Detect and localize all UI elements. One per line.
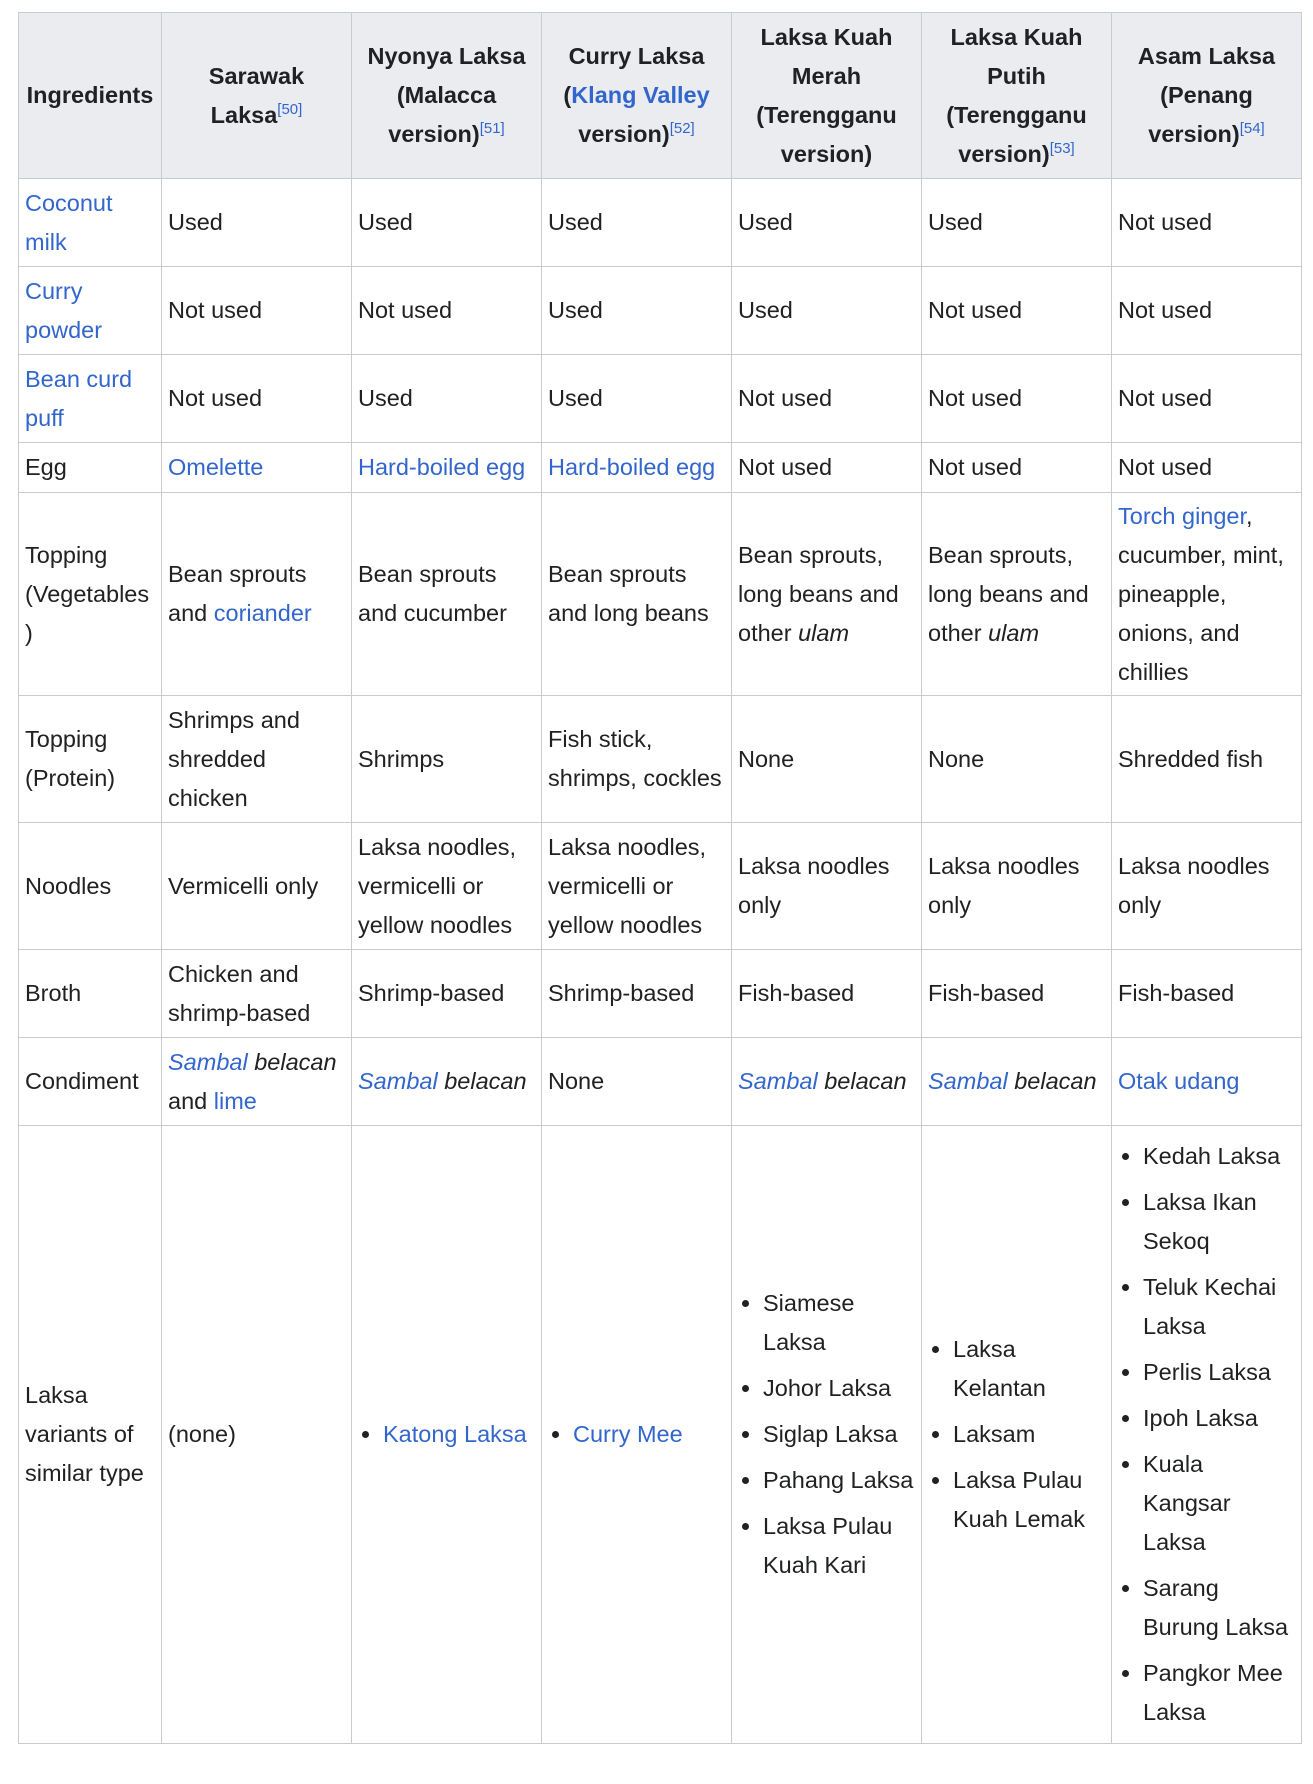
row-variants xyxy=(19,1126,1302,1744)
table-cell: Shredded fish xyxy=(1112,696,1302,823)
variant-list xyxy=(928,1330,1105,1539)
bean-curd-puff-link[interactable]: Bean curd puff xyxy=(25,365,133,431)
table-cell: Chicken and shrimp-based xyxy=(162,950,352,1038)
coriander-link[interactable]: coriander xyxy=(213,600,312,626)
table-cell: Not used xyxy=(922,355,1112,443)
ulam-text: ulam xyxy=(798,619,850,646)
table-cell: Not used xyxy=(1112,443,1302,493)
row-label: Laksa variants of similar type xyxy=(19,1126,162,1744)
table-cell xyxy=(162,443,352,493)
table-cell: Used xyxy=(352,179,542,267)
table-cell: None xyxy=(542,1038,732,1126)
table-cell xyxy=(1112,1038,1302,1126)
katong-laksa-link[interactable]: Katong Laksa xyxy=(383,1421,527,1447)
table-cell: Not used xyxy=(352,267,542,355)
table-cell: Fish-based xyxy=(922,950,1112,1038)
row-noodles xyxy=(19,823,1302,950)
sambal-link[interactable]: Sambal xyxy=(168,1048,248,1075)
header-row xyxy=(19,13,1302,179)
table-cell: Vermicelli only xyxy=(162,823,352,950)
table-cell xyxy=(732,1038,922,1126)
row-label: Topping (Vegetables) xyxy=(19,493,162,696)
belacan-text: belacan xyxy=(1007,1068,1097,1094)
table-cell xyxy=(732,493,922,696)
reference-link[interactable]: [50] xyxy=(277,100,303,118)
list-item: • Pahang Laksa xyxy=(763,1461,915,1500)
variant-list xyxy=(738,1284,915,1585)
variant-list xyxy=(548,1415,725,1454)
belacan-text: belacan xyxy=(817,1068,907,1094)
list-item: • Sarang Burung Laksa xyxy=(1143,1569,1295,1647)
list-item xyxy=(573,1415,725,1454)
table-cell: Not used xyxy=(1112,179,1302,267)
row-label: Broth xyxy=(19,950,162,1038)
omelette-link[interactable]: Omelette xyxy=(168,454,264,480)
row-broth xyxy=(19,950,1302,1038)
header-label: Curry Laksa ( xyxy=(563,43,705,108)
cell-text: and xyxy=(168,1087,214,1114)
list-item: • Laksam xyxy=(953,1415,1105,1454)
row-egg xyxy=(19,443,1302,493)
ulam-text: ulam xyxy=(988,619,1040,646)
table-cell: None xyxy=(732,696,922,823)
coconut-milk-link[interactable]: Coconut milk xyxy=(25,189,113,255)
table-cell: Bean sprouts and cucumber xyxy=(352,493,542,696)
reference-link[interactable]: [53] xyxy=(1049,139,1075,157)
table-cell: Used xyxy=(732,179,922,267)
row-label xyxy=(19,179,162,267)
reference-link[interactable]: [52] xyxy=(669,120,695,138)
table-cell xyxy=(732,1126,922,1744)
table-cell: Fish-based xyxy=(732,950,922,1038)
table-cell: Laksa noodles only xyxy=(732,823,922,950)
table-cell: Not used xyxy=(922,267,1112,355)
klang-valley-link[interactable]: Klang Valley xyxy=(571,82,710,108)
sambal-link[interactable]: Sambal xyxy=(928,1068,1008,1094)
table-cell: Shrimp-based xyxy=(352,950,542,1038)
row-curry-powder xyxy=(19,267,1302,355)
table-cell: Used xyxy=(922,179,1112,267)
table-cell: Not used xyxy=(1112,355,1302,443)
list-item xyxy=(383,1415,535,1454)
row-topping-protein xyxy=(19,696,1302,823)
belacan-text: belacan xyxy=(437,1068,527,1094)
row-label xyxy=(19,267,162,355)
list-item: • Perlis Laksa xyxy=(1143,1353,1295,1392)
table-cell: None xyxy=(922,696,1112,823)
table-cell: Not used xyxy=(732,355,922,443)
table-cell: Not used xyxy=(162,355,352,443)
cell-text: Bean sprouts, long beans and other xyxy=(928,541,1089,646)
header-label: Sarawak Laksa xyxy=(208,62,305,128)
row-label xyxy=(19,355,162,443)
hard-boiled-egg-link[interactable]: Hard-boiled egg xyxy=(358,454,526,480)
list-item: • Siamese Laksa xyxy=(763,1284,915,1362)
table-cell xyxy=(352,443,542,493)
table-cell: Laksa noodles only xyxy=(922,823,1112,950)
variant-list xyxy=(1118,1137,1295,1732)
table-cell xyxy=(162,493,352,696)
table-cell: Fish stick, shrimps, cockles xyxy=(542,696,732,823)
header-label: Laksa Kuah Merah (Terengganu version) xyxy=(756,23,897,167)
lime-link[interactable]: lime xyxy=(213,1087,257,1114)
header-nyonya-laksa xyxy=(352,13,542,179)
row-label: Topping (Protein) xyxy=(19,696,162,823)
table-cell: Not used xyxy=(732,443,922,493)
table-cell: Not used xyxy=(922,443,1112,493)
row-bean-curd-puff xyxy=(19,355,1302,443)
hard-boiled-egg-link[interactable]: Hard-boiled egg xyxy=(548,454,716,480)
table-cell: Used xyxy=(542,355,732,443)
list-item: • Kuala Kangsar Laksa xyxy=(1143,1445,1295,1562)
list-item: • Teluk Kechai Laksa xyxy=(1143,1268,1295,1346)
list-item: • Laksa Ikan Sekoq xyxy=(1143,1183,1295,1261)
reference-link[interactable]: [54] xyxy=(1239,120,1265,138)
list-item: • Ipoh Laksa xyxy=(1143,1399,1295,1438)
table-cell: Laksa noodles, vermicelli or yellow noodles xyxy=(542,823,732,950)
table-cell: (none) xyxy=(162,1126,352,1744)
header-label: Laksa Kuah Putih (Terengganu version) xyxy=(946,23,1087,167)
row-coconut-milk xyxy=(19,179,1302,267)
header-laksa-kuah-putih xyxy=(922,13,1112,179)
header-ingredients: Ingredients xyxy=(19,13,162,179)
table-cell: Not used xyxy=(1112,267,1302,355)
variant-list xyxy=(358,1415,535,1454)
header-sarawak-laksa xyxy=(162,13,352,179)
sambal-link[interactable]: Sambal xyxy=(358,1068,438,1094)
list-item: • Kedah Laksa xyxy=(1143,1137,1295,1176)
header-label: version) xyxy=(578,121,670,147)
table-cell: Used xyxy=(732,267,922,355)
table-cell: Used xyxy=(542,267,732,355)
sambal-link[interactable]: Sambal xyxy=(738,1068,818,1094)
table-cell xyxy=(352,1038,542,1126)
table-cell: Bean sprouts and long beans xyxy=(542,493,732,696)
row-label: Egg xyxy=(19,443,162,493)
curry-powder-link[interactable]: Curry powder xyxy=(25,277,103,343)
table-cell xyxy=(352,1126,542,1744)
table-cell xyxy=(922,1126,1112,1744)
row-label: Condiment xyxy=(19,1038,162,1126)
list-item: • Johor Laksa xyxy=(763,1369,915,1408)
row-topping-vegetables xyxy=(19,493,1302,696)
cell-text: , cucumber, mint, pineapple, onions, and chillies xyxy=(1118,502,1284,685)
reference-link[interactable]: [51] xyxy=(479,120,505,138)
table-cell: Used xyxy=(352,355,542,443)
table-cell: Not used xyxy=(162,267,352,355)
header-label: Nyonya Laksa (Malacca version) xyxy=(367,43,526,147)
row-condiment xyxy=(19,1038,1302,1126)
row-label: Noodles xyxy=(19,823,162,950)
table-cell: Laksa noodles only xyxy=(1112,823,1302,950)
list-item: • Laksa Kelantan xyxy=(953,1330,1105,1408)
table-cell xyxy=(922,493,1112,696)
table-cell: Used xyxy=(542,179,732,267)
table-cell: Shrimp-based xyxy=(542,950,732,1038)
cell-text: Bean sprouts and xyxy=(168,561,307,626)
table-cell xyxy=(162,1038,352,1126)
table-cell xyxy=(1112,493,1302,696)
table-cell: Used xyxy=(162,179,352,267)
header-asam-laksa xyxy=(1112,13,1302,179)
cell-text: Bean sprouts, long beans and other xyxy=(738,541,899,646)
curry-mee-link[interactable]: Curry Mee xyxy=(573,1421,683,1447)
header-laksa-kuah-merah xyxy=(732,13,922,179)
list-item: • Laksa Pulau Kuah Lemak xyxy=(953,1461,1105,1539)
belacan-text: belacan xyxy=(247,1048,337,1075)
table-cell: Shrimps xyxy=(352,696,542,823)
table-cell: Shrimps and shredded chicken xyxy=(162,696,352,823)
table-cell xyxy=(542,1126,732,1744)
laksa-comparison-table xyxy=(18,12,1302,1744)
table-cell xyxy=(542,443,732,493)
header-label: Asam Laksa (Penang version) xyxy=(1137,43,1276,147)
otak-udang-link[interactable]: Otak udang xyxy=(1118,1068,1240,1094)
list-item: • Pangkor Mee Laksa xyxy=(1143,1654,1295,1732)
table-cell xyxy=(1112,1126,1302,1744)
torch-ginger-link[interactable]: Torch ginger xyxy=(1118,502,1247,529)
table-cell: Fish-based xyxy=(1112,950,1302,1038)
list-item: • Laksa Pulau Kuah Kari xyxy=(763,1507,915,1585)
table-cell: Laksa noodles, vermicelli or yellow noodles xyxy=(352,823,542,950)
list-item: • Siglap Laksa xyxy=(763,1415,915,1454)
header-curry-laksa xyxy=(542,13,732,179)
table-cell xyxy=(922,1038,1112,1126)
